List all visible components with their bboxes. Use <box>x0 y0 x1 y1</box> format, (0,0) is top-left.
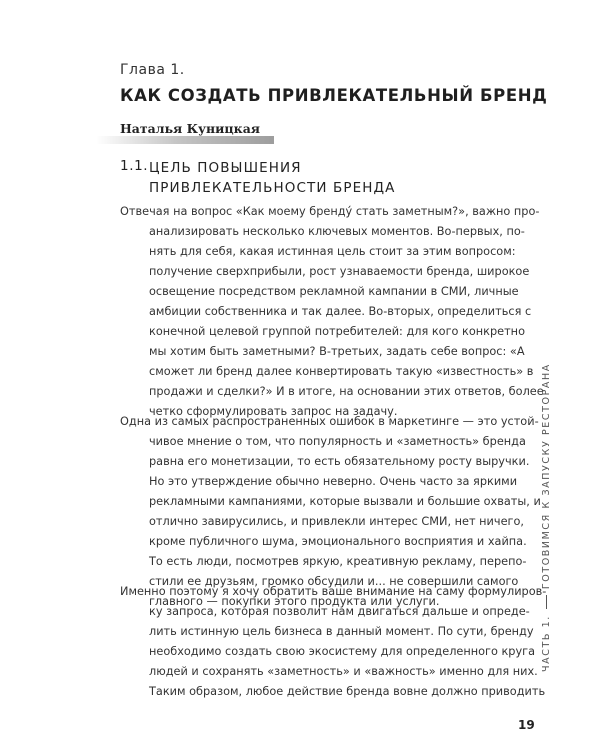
paragraph-line: получение сверхприбыли, рост узнаваемости бренда, широкое <box>149 265 530 278</box>
paragraph-line: мы хотим быть заметными? В-третьих, задать себе вопрос: «А <box>149 345 525 358</box>
paragraph-line: То есть люди, посмотрев яркую, креативную рекламу, перепо- <box>149 555 527 568</box>
paragraph-line: необходимо создать свою экосистему для определенного круга <box>149 645 536 658</box>
paragraph-line: равна его монетизации, то есть обязательному росту выручки. <box>149 455 530 468</box>
paragraph-1 <box>120 202 544 422</box>
paragraph-line: амбиции собственника и так далее. Во-вторых, определиться с <box>149 305 532 318</box>
paragraph-line: стили ее друзьям, громко обсудили и... не совершили самого <box>149 575 519 588</box>
chapter-title: КАК СОЗДАТЬ ПРИВЛЕКАТЕЛЬНЫЙ БРЕНД <box>120 86 548 105</box>
section-title-line: ЦЕЛЬ ПОВЫШЕНИЯ <box>149 160 302 176</box>
paragraph-line: Одна из самых распространенных ошибок в маркетинге — это устой- <box>120 415 539 428</box>
paragraph-line: конечной целевой группой потребителей: для кого конкретно <box>149 325 525 338</box>
paragraph-line: кроме публичного шума, эмоционального восприятия и хайпа. <box>149 535 527 548</box>
paragraph-line: четко сформулировать запрос на задачу. <box>149 405 398 418</box>
page-number: 19 <box>518 718 535 732</box>
paragraph-3 <box>120 582 546 702</box>
paragraph-line: ку запроса, которая позволит нам двигаться дальше и опреде- <box>149 605 530 618</box>
section-number: 1.1. <box>120 158 149 174</box>
paragraph-line: Таким образом, любое действие бренда вовне должно приводить <box>149 685 546 698</box>
running-head <box>540 22 552 672</box>
paragraph-line: нять для себя, какая истинная цель стоит за этим вопросом: <box>149 245 516 258</box>
author-underline-bar <box>96 136 274 144</box>
running-head-text <box>540 22 554 672</box>
running-head-part: ЧАСТЬ 1. <box>541 615 552 672</box>
paragraph-line: сможет ли бренд далее конвертировать такую «известность» в <box>149 365 534 378</box>
paragraph-line: Именно поэтому я хочу обратить ваше внимание на саму формулиров- <box>120 585 547 598</box>
section-title-line: ПРИВЛЕКАТЕЛЬНОСТИ БРЕНДА <box>149 180 396 196</box>
paragraph-line: освещение посредством рекламной кампании в СМИ, личные <box>149 285 519 298</box>
paragraph-line: людей и сохранять «заметность» и «важность» именно для них. <box>149 665 538 678</box>
running-head-separator <box>546 595 547 609</box>
paragraph-line: главного — покупки этого продукта или услуги. <box>149 595 440 608</box>
paragraph-line: отлично завирусились, и привлекли интерес СМИ, нет ничего, <box>149 515 524 528</box>
chapter-label: Глава 1. <box>120 62 185 78</box>
author-name: Наталья Куницкая <box>120 121 261 136</box>
section-title <box>149 158 395 198</box>
paragraph-line: Но это утверждение обычно неверно. Очень часто за яркими <box>149 475 518 488</box>
paragraph-line: лить истинную цель бизнеса в данный момент. По сути, бренду <box>149 625 534 638</box>
paragraph-line: продажи и сделки?» И в итоге, на основании этих ответов, более <box>149 385 544 398</box>
paragraph-line: анализировать несколько ключевых моментов. Во-первых, по- <box>149 225 525 238</box>
paragraph-line: чивое мнение о том, что популярность и «заметность» бренда <box>149 435 526 448</box>
paragraph-line: рекламными кампаниями, которые вызвали и большие охваты, и <box>149 495 541 508</box>
paragraph-line: Отвечая на вопрос «Как моему бренду́ стать заметным?», важно про- <box>120 205 540 218</box>
running-head-title: ГОТОВИМСЯ К ЗАПУСКУ РЕСТОРАНА <box>541 363 552 590</box>
